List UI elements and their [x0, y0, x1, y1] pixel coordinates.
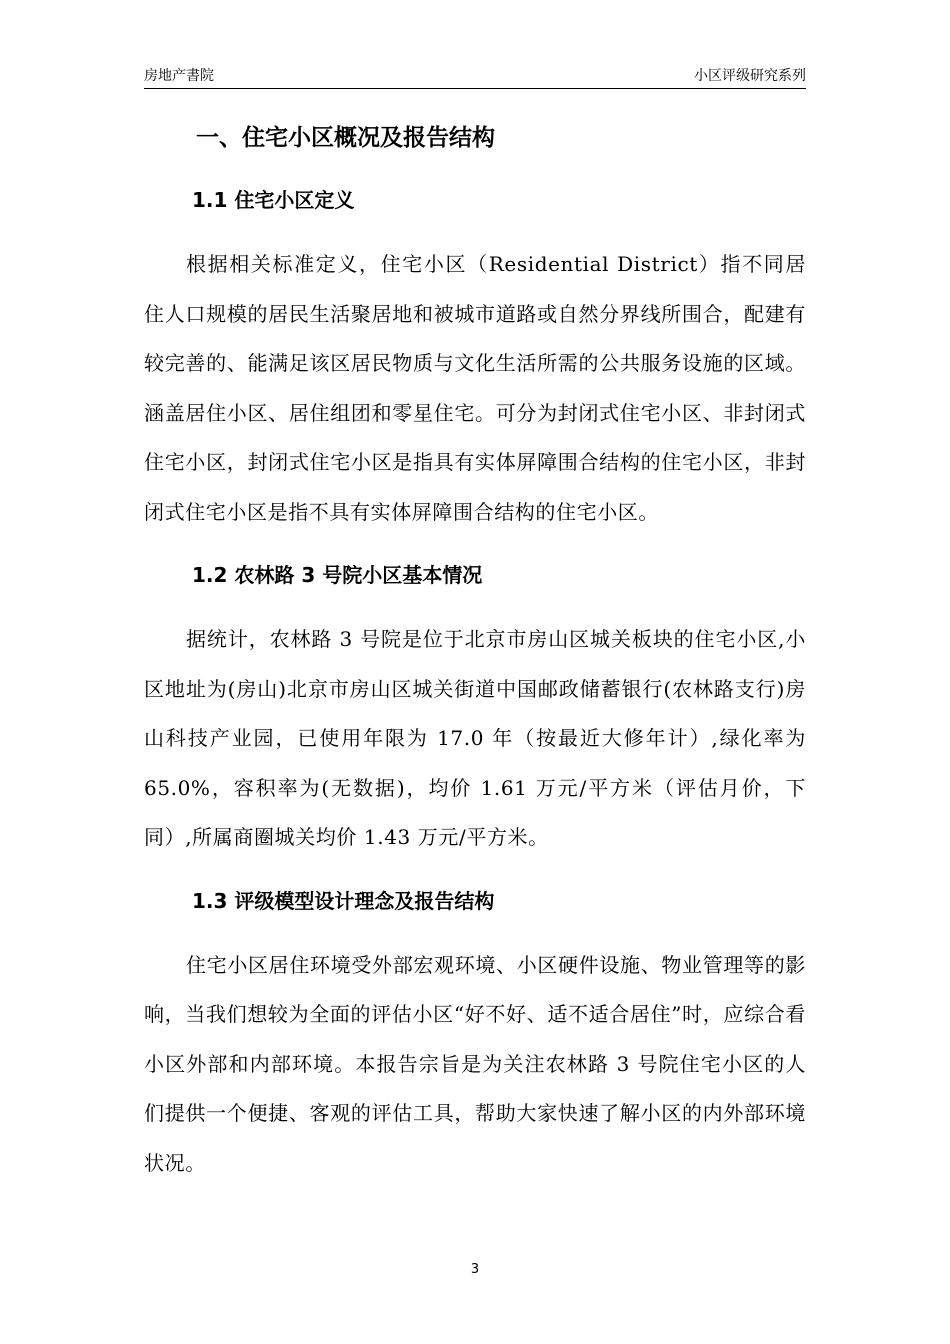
header-publisher: 房地产書院 — [144, 68, 214, 84]
subsection-heading-1-2: 1.2 农林路 3 号院小区基本情况 — [192, 563, 483, 587]
subsection-heading-1-3: 1.3 评级模型设计理念及报告结构 — [192, 888, 495, 913]
subsection-heading-1-1: 1.1 住宅小区定义 — [192, 188, 355, 212]
subsection-body-1-3: 住宅小区居住环境受外部宏观环境、小区硬件设施、物业管理等的影响，当我们想较为全面的评估小区“好不好、适不适合居住”时，应综合看小区外部和内部环境。本报告宗旨是为关注农林路 3 号院住宅小区的人们提供一个便捷、客观的评估工具，帮助大家快速了解小区的内外部环境状况。 — [144, 952, 806, 1175]
header-series: 小区评级研究系列 — [694, 68, 806, 84]
subsection-body-1-2: 据统计，农林路 3 号院是位于北京市房山区城关板块的住宅小区,小区地址为(房山)北京市房山区城关街道中国邮政储蓄银行(农林路支行)房山科技产业园，已使用年限为 17.0 年（按最近大修年计）,绿化率为 65.0%，容积率为(无数据)，均价 1.61 万元/平方米（评估月价，下同）,所属商圈城关均价 1.43 万元/平方米。 — [144, 627, 806, 849]
page-header — [144, 64, 806, 89]
page-content — [144, 118, 806, 1188]
page-number: 3 — [470, 1262, 480, 1277]
subsection-body-1-1: 根据相关标准定义，住宅小区（Residential District）指不同居住人口规模的居民生活聚居地和被城市道路或自然分界线所围合，配建有较完善的、能满足该区居民物质与文化生活所需的公共服务设施的区域。涵盖居住小区、居住组团和零星住宅。可分为封闭式住宅小区、非封闭式住宅小区，封闭式住宅小区是指具有实体屏障围合结构的住宅小区，非封闭式住宅小区是指不具有实体屏障围合结构的住宅小区。 — [144, 252, 806, 524]
section-title: 一、住宅小区概况及报告结构 — [196, 125, 495, 151]
